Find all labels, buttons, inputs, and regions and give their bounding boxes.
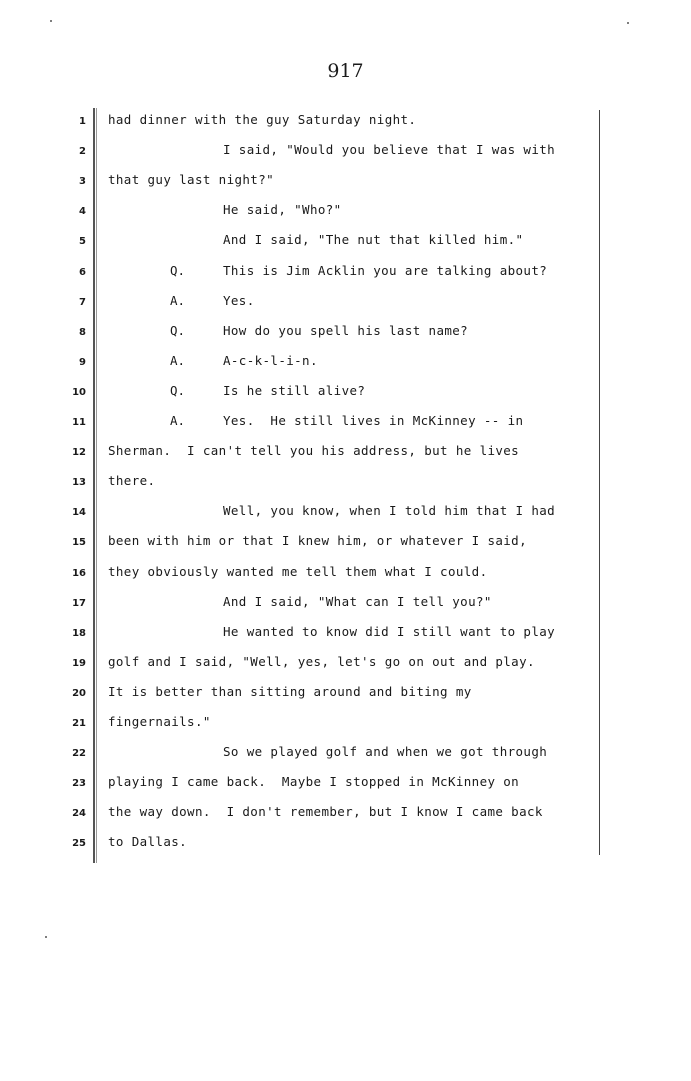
transcript-line <box>0 650 691 680</box>
page-number: 917 <box>327 60 364 82</box>
transcript-line <box>0 138 691 168</box>
qa-label: A. <box>170 413 186 428</box>
line-text: He said, "Who?" <box>223 202 342 218</box>
line-text: Yes. He still lives in McKinney -- in <box>223 413 524 428</box>
line-number: 24 <box>72 808 86 820</box>
line-number: 25 <box>72 838 86 850</box>
transcript-line <box>0 499 691 529</box>
line-number: 9 <box>79 356 86 368</box>
line-text: A-c-k-l-i-n. <box>223 352 318 368</box>
line-number: 20 <box>72 687 86 699</box>
line-number: 6 <box>79 266 86 278</box>
transcript-line <box>0 379 691 409</box>
transcript-line <box>0 409 691 439</box>
transcript-line <box>0 469 691 499</box>
line-number: 12 <box>72 447 86 459</box>
line-text: fingernails." <box>108 714 211 729</box>
line-number: 7 <box>79 296 86 308</box>
line-text: Is he still alive? <box>223 382 366 398</box>
line-number: 16 <box>72 567 86 579</box>
line-text: How do you spell his last name? <box>223 322 469 338</box>
transcript-line <box>0 319 691 349</box>
transcript-line <box>0 680 691 710</box>
line-number: 10 <box>72 386 86 398</box>
line-number: 17 <box>72 597 86 609</box>
qa-label: Q. <box>170 262 186 278</box>
line-number: 5 <box>79 236 86 248</box>
transcript-line <box>0 529 691 559</box>
transcript-line <box>0 740 691 770</box>
transcript-line <box>0 289 691 319</box>
line-text: playing I came back. Maybe I stopped in McKinney on <box>108 774 520 790</box>
line-text: And I said, "What can I tell you?" <box>223 593 492 609</box>
line-text: that guy last night?" <box>108 172 275 188</box>
transcript-line <box>0 108 691 138</box>
line-text: golf and I said, "Well, yes, let's go on out and play. <box>108 653 535 669</box>
qa-label: Q. <box>170 382 186 398</box>
transcript-line <box>0 228 691 258</box>
line-number: 2 <box>79 146 86 158</box>
line-text: It is better than sitting around and biting my <box>108 683 472 699</box>
line-number: 1 <box>79 116 86 127</box>
line-text: they obviously wanted me tell them what I could. <box>108 563 488 579</box>
qa-label: Q. <box>170 322 186 338</box>
line-number: 21 <box>72 718 86 729</box>
line-number: 19 <box>72 657 86 669</box>
line-number: 23 <box>72 778 86 790</box>
line-text: And I said, "The nut that killed him." <box>223 232 524 248</box>
line-text: had dinner with the guy Saturday night. <box>108 112 417 127</box>
transcript-line <box>0 198 691 228</box>
line-text: Sherman. I can't tell you his address, but he lives <box>108 443 520 459</box>
line-text: there. <box>108 473 156 489</box>
transcript-line <box>0 168 691 198</box>
line-number: 11 <box>72 417 86 428</box>
transcript-line <box>0 830 691 860</box>
line-text: So we played golf and when we got through <box>223 744 548 760</box>
scan-speck <box>45 936 47 938</box>
line-number: 15 <box>72 537 86 549</box>
transcript-line <box>0 439 691 469</box>
line-number: 18 <box>72 627 86 639</box>
transcript-line <box>0 620 691 650</box>
transcript-line <box>0 349 691 379</box>
scan-speck <box>627 22 629 24</box>
transcript-line <box>0 560 691 590</box>
line-number: 3 <box>79 176 86 188</box>
line-text: Yes. <box>223 292 255 308</box>
line-text: the way down. I don't remember, but I know I came back <box>108 804 543 820</box>
transcript-line <box>0 800 691 830</box>
transcript-line <box>0 770 691 800</box>
transcript-line <box>0 590 691 620</box>
transcript-line <box>0 259 691 289</box>
scan-speck <box>50 20 52 22</box>
line-text: Well, you know, when I told him that I had <box>223 503 556 519</box>
transcript-line <box>0 710 691 740</box>
qa-label: A. <box>170 352 186 368</box>
line-number: 13 <box>72 477 86 489</box>
qa-label: A. <box>170 292 186 308</box>
line-text: been with him or that I knew him, or whatever I said, <box>108 533 527 549</box>
line-text: I said, "Would you believe that I was with <box>223 142 556 158</box>
line-number: 4 <box>79 206 86 218</box>
line-number: 22 <box>72 748 86 760</box>
line-text: This is Jim Acklin you are talking about? <box>223 262 548 278</box>
line-text: to Dallas. <box>108 834 188 850</box>
line-number: 8 <box>79 326 86 338</box>
line-number: 14 <box>72 507 86 519</box>
line-text: He wanted to know did I still want to play <box>223 623 556 639</box>
